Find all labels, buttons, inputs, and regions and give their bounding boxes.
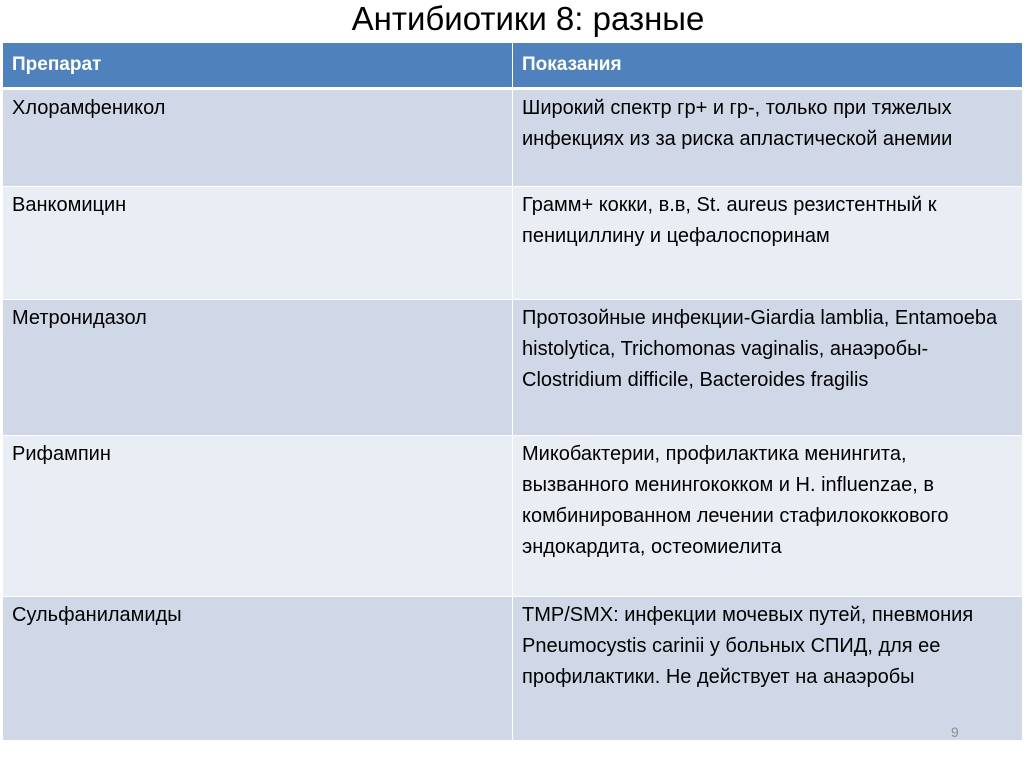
antibiotics-table bbox=[3, 43, 1022, 741]
table-row bbox=[3, 90, 1022, 187]
table-row bbox=[3, 597, 1022, 741]
slide-title: Антибиотики 8: разные bbox=[351, 0, 705, 37]
header-drug: Препарат bbox=[3, 43, 512, 90]
indications-cell: Грамм+ кокки, в.в, St. aureus резистентный к пенициллину и цефалоспоринам bbox=[512, 187, 1022, 300]
table-header-row bbox=[3, 43, 1022, 90]
drug-cell: Хлорамфеникол bbox=[3, 90, 512, 187]
table-row bbox=[3, 436, 1022, 597]
drug-cell: Метронидазол bbox=[3, 300, 512, 436]
indications-cell: Микобактерии, профилактика менингита, вызванного менингококком и H. influenzae, в комбинированном лечении стафилококкового эндокардита, остеомиелита bbox=[512, 436, 1022, 597]
indications-cell: TMP/SMX: инфекции мочевых путей, пневмония Pneumocystis carinii у больных СПИД, для ее профилактики. Не действует на анаэробы bbox=[512, 597, 1022, 741]
table-row bbox=[3, 187, 1022, 300]
indications-cell: Широкий спектр гр+ и гр-, только при тяжелых инфекциях из за риска апластической анемии bbox=[512, 90, 1022, 187]
indications-cell: Протозойные инфекции-Giardia lamblia, Entamoeba histolytica, Trichomonas vaginalis, анаэробы- Clostridium difficile, Bacteroides fragilis bbox=[512, 300, 1022, 436]
table-row bbox=[3, 300, 1022, 436]
drug-cell: Сульфаниламиды bbox=[3, 597, 512, 741]
drug-cell: Ванкомицин bbox=[3, 187, 512, 300]
header-indications: Показания bbox=[512, 43, 1022, 90]
page-number: 9 bbox=[951, 724, 959, 740]
drug-cell: Рифампин bbox=[3, 436, 512, 597]
